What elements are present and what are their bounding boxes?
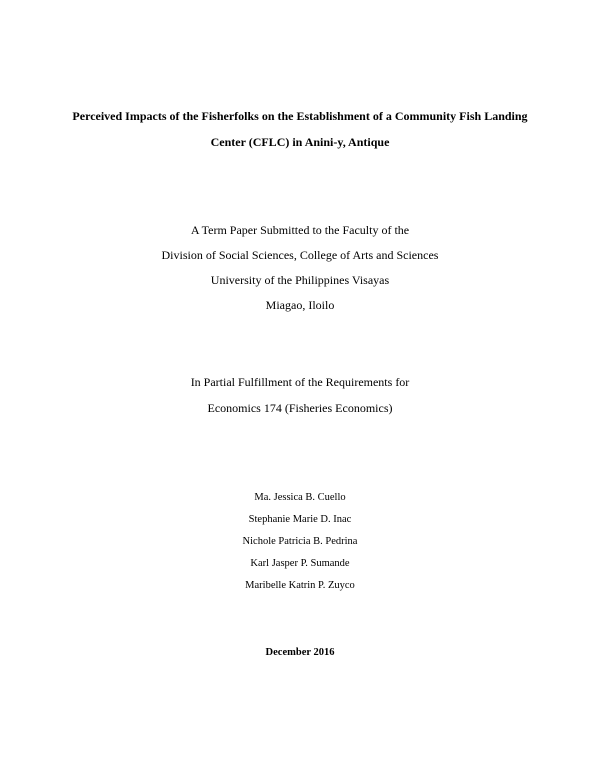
submission-line-4: Miagao, Iloilo [265,298,335,312]
author-name: Ma. Jessica B. Cuello [254,492,346,503]
submission-date: December 2016 [265,647,335,658]
submission-line-3: University of the Philippines Visayas [210,273,390,287]
purpose-line-2: Economics 174 (Fisheries Economics) [207,401,393,415]
purpose-line-1: In Partial Fulfillment of the Requirements for [190,375,410,389]
title-line-2: Center (CFLC) in Anini-y, Antique [210,135,390,149]
submission-line-2: Division of Social Sciences, College of Arts and Sciences [161,248,439,262]
author-name: Nichole Patricia B. Pedrina [242,536,358,547]
author-name: Karl Jasper P. Sumande [250,558,350,569]
title-line-1: Perceived Impacts of the Fisherfolks on the Establishment of a Community Fish Landing [72,109,528,123]
author-name: Stephanie Marie D. Inac [248,514,352,525]
author-name: Maribelle Katrin P. Zuyco [245,580,355,591]
submission-line-1: A Term Paper Submitted to the Faculty of the [190,223,410,237]
